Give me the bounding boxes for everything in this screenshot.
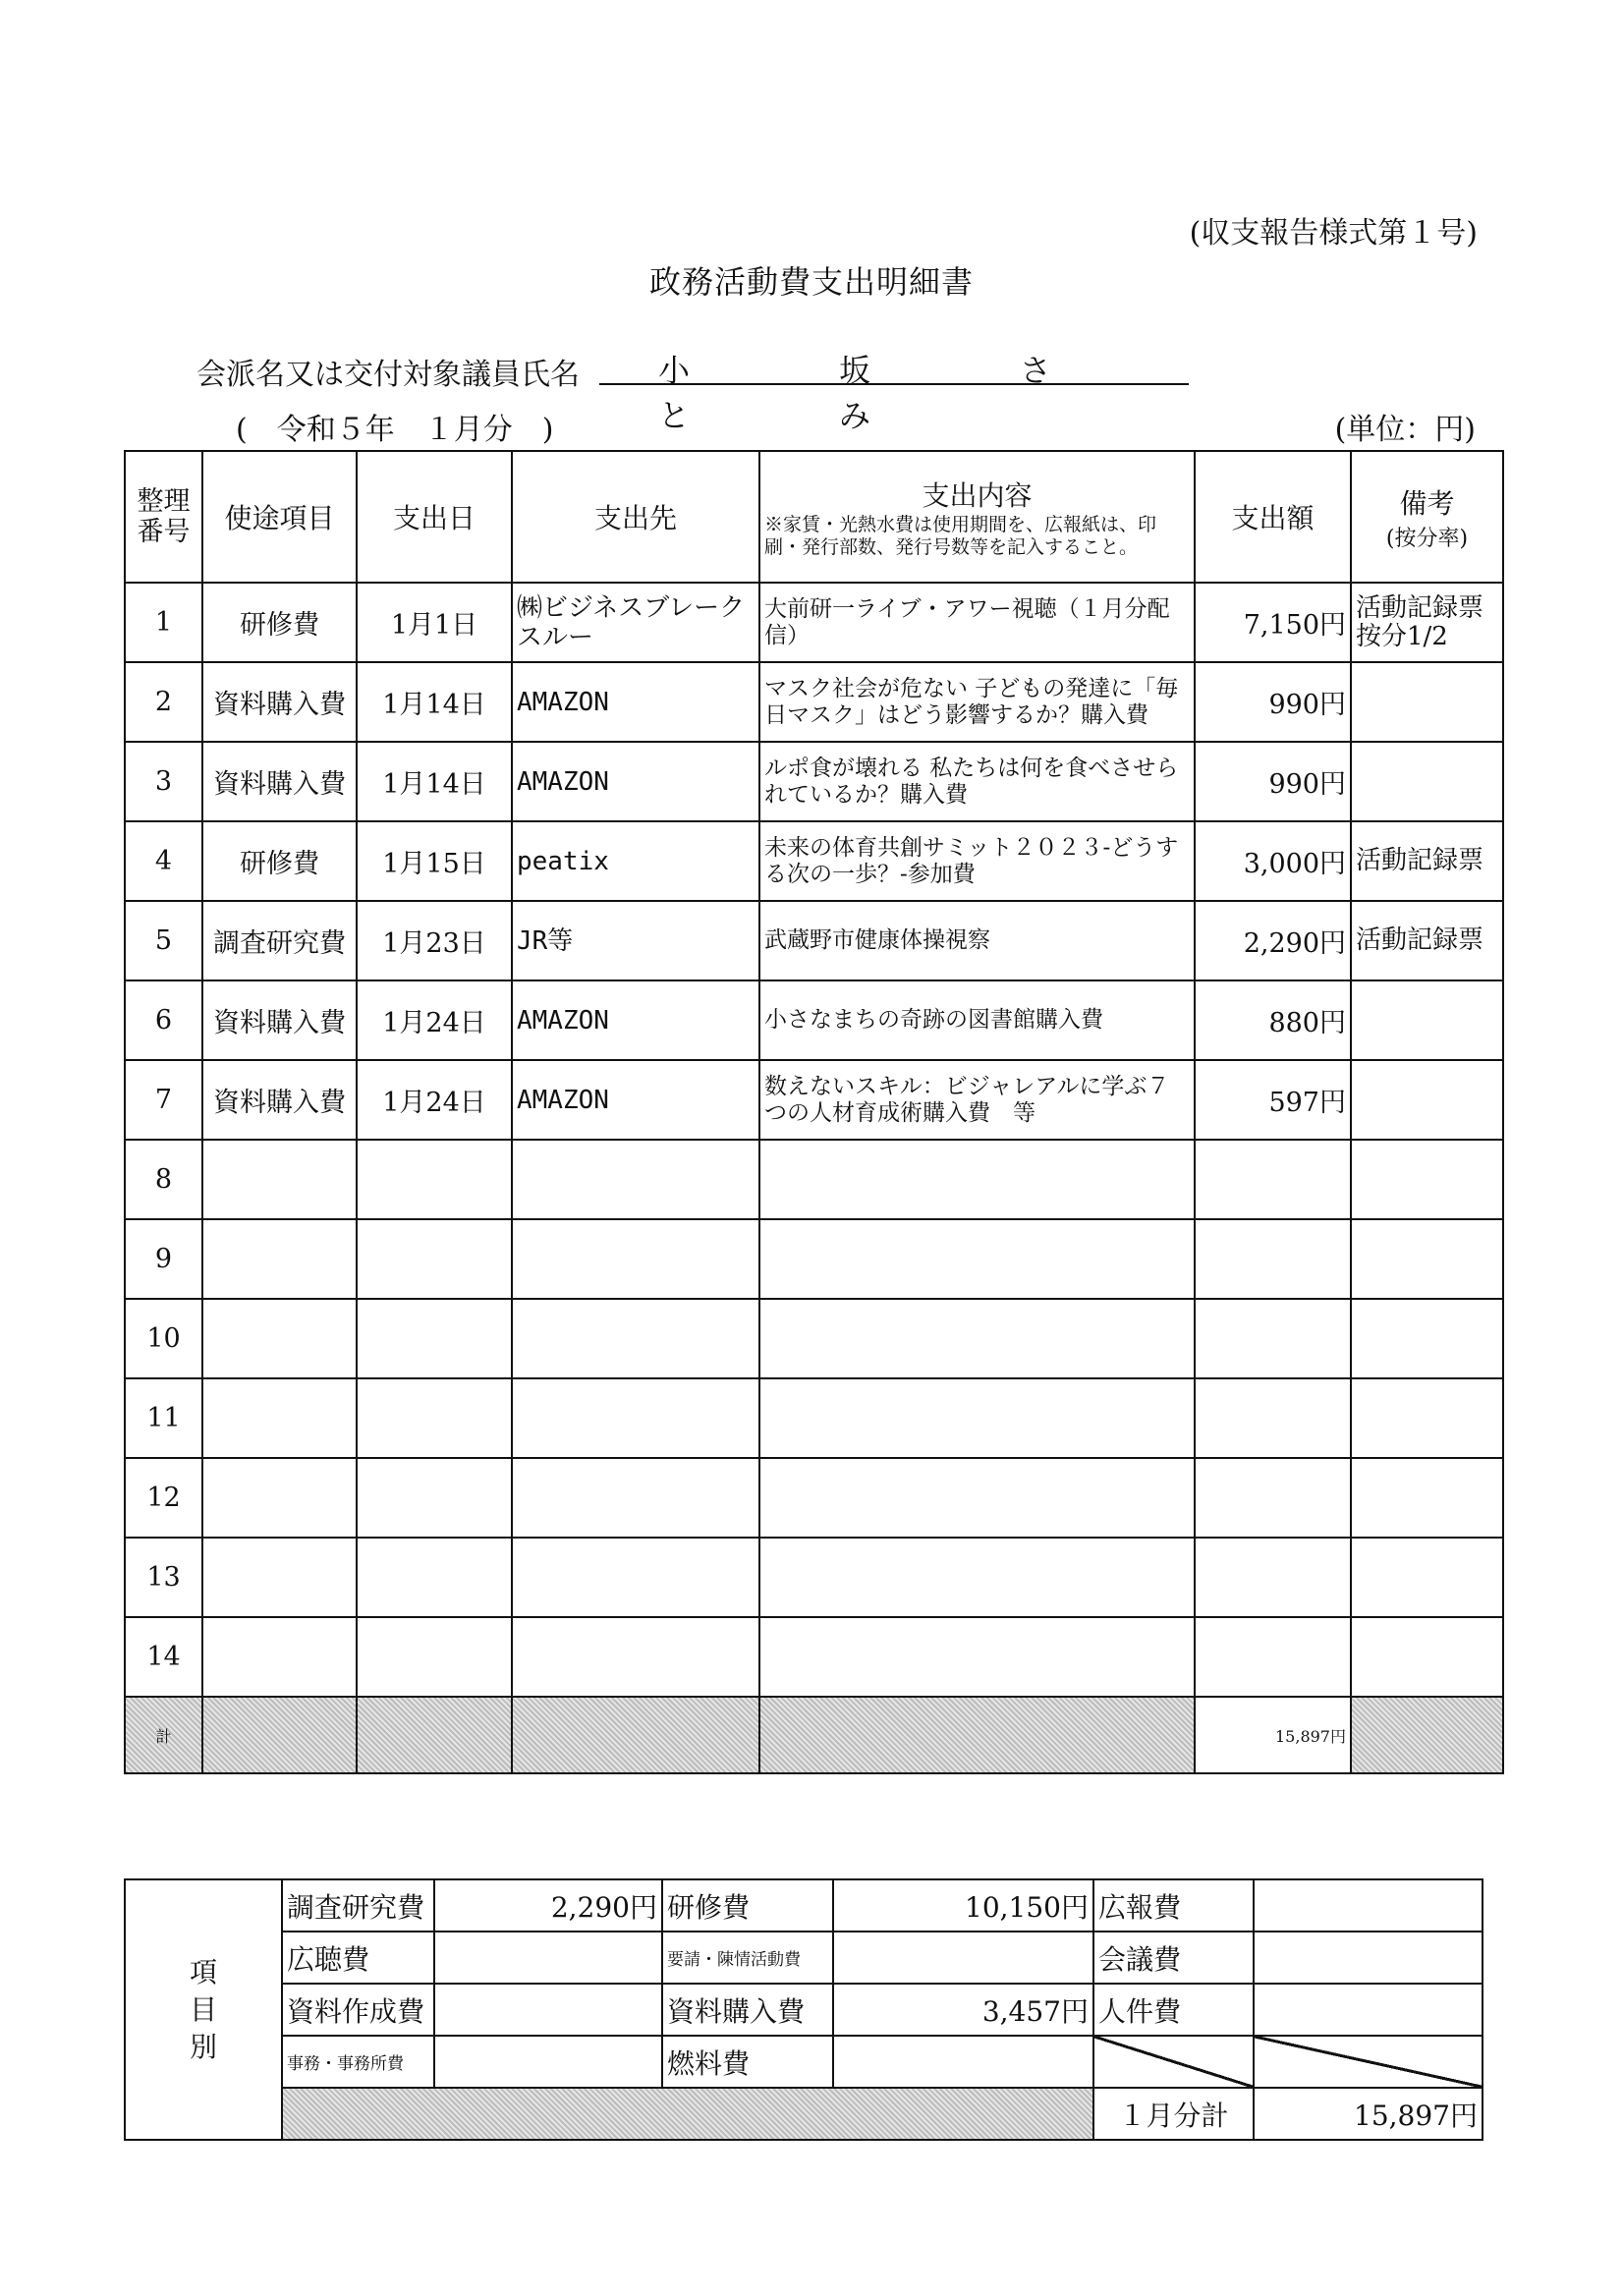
header-remarks [1351, 451, 1503, 583]
slashed-cell [1254, 2036, 1483, 2088]
row-payee: ㈱ビジネスブレークスルー [512, 583, 759, 662]
summary-label: 広聴費 [282, 1932, 434, 1984]
summary-label: 人件費 [1093, 1984, 1254, 2036]
row-amount: 2,290円 [1195, 901, 1351, 980]
row-number: 11 [125, 1378, 202, 1458]
header-remarks-title: 備考 [1399, 486, 1455, 520]
row-payee [512, 1538, 759, 1617]
row-content: 武蔵野市健康体操視察 [759, 901, 1195, 980]
summary-label: 燃料費 [662, 2036, 833, 2088]
row-remarks [1351, 742, 1503, 821]
row-category [202, 1299, 357, 1378]
row-content: ルポ食が壊れる 私たちは何を食べさせられているか？購入費 [759, 742, 1195, 821]
member-label: 会派名又は交付対象議員氏名 [196, 358, 580, 392]
shaded-cell [759, 1697, 1195, 1773]
summary-value: 2,290円 [434, 1879, 662, 1932]
row-payee: AMAZON [512, 1060, 759, 1140]
summary-label: 資料作成費 [282, 1984, 434, 2036]
summary-label: 調査研究費 [282, 1879, 434, 1932]
row-content [759, 1219, 1195, 1299]
row-date: 1月23日 [357, 901, 512, 980]
row-category: 研修費 [202, 821, 357, 901]
row-content [759, 1458, 1195, 1538]
header-remarks-sub: (按分率) [1385, 526, 1469, 551]
row-number: 1 [125, 583, 202, 662]
row-date [357, 1219, 512, 1299]
row-number: 6 [125, 980, 202, 1060]
summary-value [1254, 1984, 1483, 2036]
row-payee [512, 1617, 759, 1697]
row-remarks [1351, 662, 1503, 742]
row-remarks: 活動記録票 [1351, 901, 1503, 980]
shaded-cell [282, 2088, 1093, 2140]
row-category: 資料購入費 [202, 742, 357, 821]
row-content [759, 1299, 1195, 1378]
row-remarks [1351, 980, 1503, 1060]
row-category [202, 1617, 357, 1697]
row-number: 5 [125, 901, 202, 980]
table-row [125, 583, 1503, 662]
summary-value: 10,150円 [833, 1879, 1093, 1932]
row-payee: AMAZON [512, 980, 759, 1060]
row-category: 調査研究費 [202, 901, 357, 980]
total-amount: 15,897円 [1195, 1697, 1351, 1773]
table-row [125, 1378, 1503, 1458]
row-amount: 597円 [1195, 1060, 1351, 1140]
row-category: 資料購入費 [202, 1060, 357, 1140]
row-number: 14 [125, 1617, 202, 1697]
row-number: 10 [125, 1299, 202, 1378]
row-remarks [1351, 1060, 1503, 1140]
row-number: 12 [125, 1458, 202, 1538]
row-content: 大前研一ライブ・アワー視聴（１月分配信） [759, 583, 1195, 662]
row-remarks [1351, 1378, 1503, 1458]
header-payee: 支出先 [512, 451, 759, 583]
form-number: (収支報告様式第１号) [1189, 216, 1478, 251]
row-category [202, 1378, 357, 1458]
row-amount [1195, 1378, 1351, 1458]
row-remarks: 活動記録票按分1/2 [1351, 583, 1503, 662]
summary-value [833, 2036, 1093, 2088]
row-content [759, 1140, 1195, 1219]
row-date [357, 1140, 512, 1219]
row-date: 1月24日 [357, 1060, 512, 1140]
row-category [202, 1219, 357, 1299]
total-label: 計 [125, 1697, 202, 1773]
row-date [357, 1458, 512, 1538]
shaded-cell [202, 1697, 357, 1773]
row-content: 小さなまちの奇跡の図書館購入費 [759, 980, 1195, 1060]
document-title: 政務活動費支出明細書 [648, 263, 974, 301]
header-no: 整理番号 [125, 451, 202, 583]
row-category: 資料購入費 [202, 662, 357, 742]
row-number: 13 [125, 1538, 202, 1617]
row-amount [1195, 1538, 1351, 1617]
shaded-cell [512, 1697, 759, 1773]
row-amount: 3,000円 [1195, 821, 1351, 901]
table-row [125, 662, 1503, 742]
row-payee: AMAZON [512, 662, 759, 742]
header-content-title: 支出内容 [922, 479, 1033, 512]
row-number: 2 [125, 662, 202, 742]
row-amount: 990円 [1195, 662, 1351, 742]
row-payee [512, 1458, 759, 1538]
row-remarks [1351, 1617, 1503, 1697]
table-row [125, 980, 1503, 1060]
row-payee: AMAZON [512, 742, 759, 821]
summary-label: 資料購入費 [662, 1984, 833, 2036]
table-row [125, 1219, 1503, 1299]
row-category [202, 1538, 357, 1617]
row-date: 1月1日 [357, 583, 512, 662]
summary-label: 研修費 [662, 1879, 833, 1932]
header-date: 支出日 [357, 451, 512, 583]
row-category: 資料購入費 [202, 980, 357, 1060]
shaded-cell [357, 1697, 512, 1773]
summary-value [833, 1932, 1093, 1984]
summary-value [434, 2036, 662, 2088]
table-row [125, 901, 1503, 980]
row-amount [1195, 1140, 1351, 1219]
summary-value [1254, 1932, 1483, 1984]
row-date [357, 1538, 512, 1617]
row-amount: 990円 [1195, 742, 1351, 821]
row-date: 1月14日 [357, 662, 512, 742]
summary-label: 事務・事務所費 [282, 2036, 434, 2088]
row-amount [1195, 1299, 1351, 1378]
reporting-period: ( 令和５年 １月分 ) [236, 413, 554, 447]
row-date [357, 1299, 512, 1378]
row-payee [512, 1378, 759, 1458]
row-content: マスク社会が危ない 子どもの発達に「毎日マスク」はどう影響するか？購入費 [759, 662, 1195, 742]
row-date: 1月24日 [357, 980, 512, 1060]
currency-unit: (単位：円) [1334, 413, 1476, 447]
row-payee [512, 1140, 759, 1219]
summary-table [124, 1878, 1483, 2141]
row-number: 8 [125, 1140, 202, 1219]
month-total-label: １月分計 [1093, 2088, 1254, 2140]
summary-value: 3,457円 [833, 1984, 1093, 2036]
row-category: 研修費 [202, 583, 357, 662]
expense-table [124, 450, 1504, 1774]
table-row [125, 1299, 1503, 1378]
row-number: 3 [125, 742, 202, 821]
slashed-cell [1093, 2036, 1254, 2088]
row-content: 数えないスキル：ビジャレアルに学ぶ７つの人材育成術購入費 等 [759, 1060, 1195, 1140]
row-remarks [1351, 1458, 1503, 1538]
row-number: 4 [125, 821, 202, 901]
summary-label: 会議費 [1093, 1932, 1254, 1984]
row-content [759, 1617, 1195, 1697]
row-remarks [1351, 1538, 1503, 1617]
month-total-value: 15,897円 [1254, 2088, 1483, 2140]
summary-value [434, 1984, 662, 2036]
summary-side-label [125, 1879, 282, 2140]
row-number: 9 [125, 1219, 202, 1299]
table-row [125, 1458, 1503, 1538]
table-row [125, 742, 1503, 821]
summary-label: 広報費 [1093, 1879, 1254, 1932]
summary-value [1254, 1879, 1483, 1932]
row-payee [512, 1219, 759, 1299]
header-amount: 支出額 [1195, 451, 1351, 583]
row-content: 未来の体育共創サミット２０２３-どうする次の一歩？-参加費 [759, 821, 1195, 901]
row-content [759, 1538, 1195, 1617]
row-payee [512, 1299, 759, 1378]
summary-value [434, 1932, 662, 1984]
row-amount: 880円 [1195, 980, 1351, 1060]
row-date [357, 1617, 512, 1697]
row-remarks [1351, 1140, 1503, 1219]
header-category: 使途項目 [202, 451, 357, 583]
header-content [759, 451, 1195, 583]
row-content [759, 1378, 1195, 1458]
table-row [125, 821, 1503, 901]
table-row [125, 1060, 1503, 1140]
row-remarks: 活動記録票 [1351, 821, 1503, 901]
row-amount [1195, 1458, 1351, 1538]
row-date: 1月15日 [357, 821, 512, 901]
row-amount [1195, 1617, 1351, 1697]
row-amount [1195, 1219, 1351, 1299]
shaded-cell [1351, 1697, 1503, 1773]
row-category [202, 1140, 357, 1219]
row-remarks [1351, 1219, 1503, 1299]
total-row [125, 1697, 1503, 1773]
member-name: 小 坂 さ と み [599, 346, 1189, 385]
row-number: 7 [125, 1060, 202, 1140]
table-row [125, 1617, 1503, 1697]
summary-label: 要請・陳情活動費 [662, 1932, 833, 1984]
row-date [357, 1378, 512, 1458]
row-payee: peatix [512, 821, 759, 901]
row-date: 1月14日 [357, 742, 512, 821]
row-amount: 7,150円 [1195, 583, 1351, 662]
row-remarks [1351, 1299, 1503, 1378]
table-header [125, 451, 1503, 583]
table-row [125, 1140, 1503, 1219]
summary-side-text: 項目別 [189, 1955, 217, 2063]
row-payee: JR等 [512, 901, 759, 980]
row-category [202, 1458, 357, 1538]
header-content-note: ※家賃・光熱水費は使用期間を、広報紙は、印刷・発行部数、発行号数等を記入すること。 [764, 514, 1157, 558]
table-row [125, 1538, 1503, 1617]
